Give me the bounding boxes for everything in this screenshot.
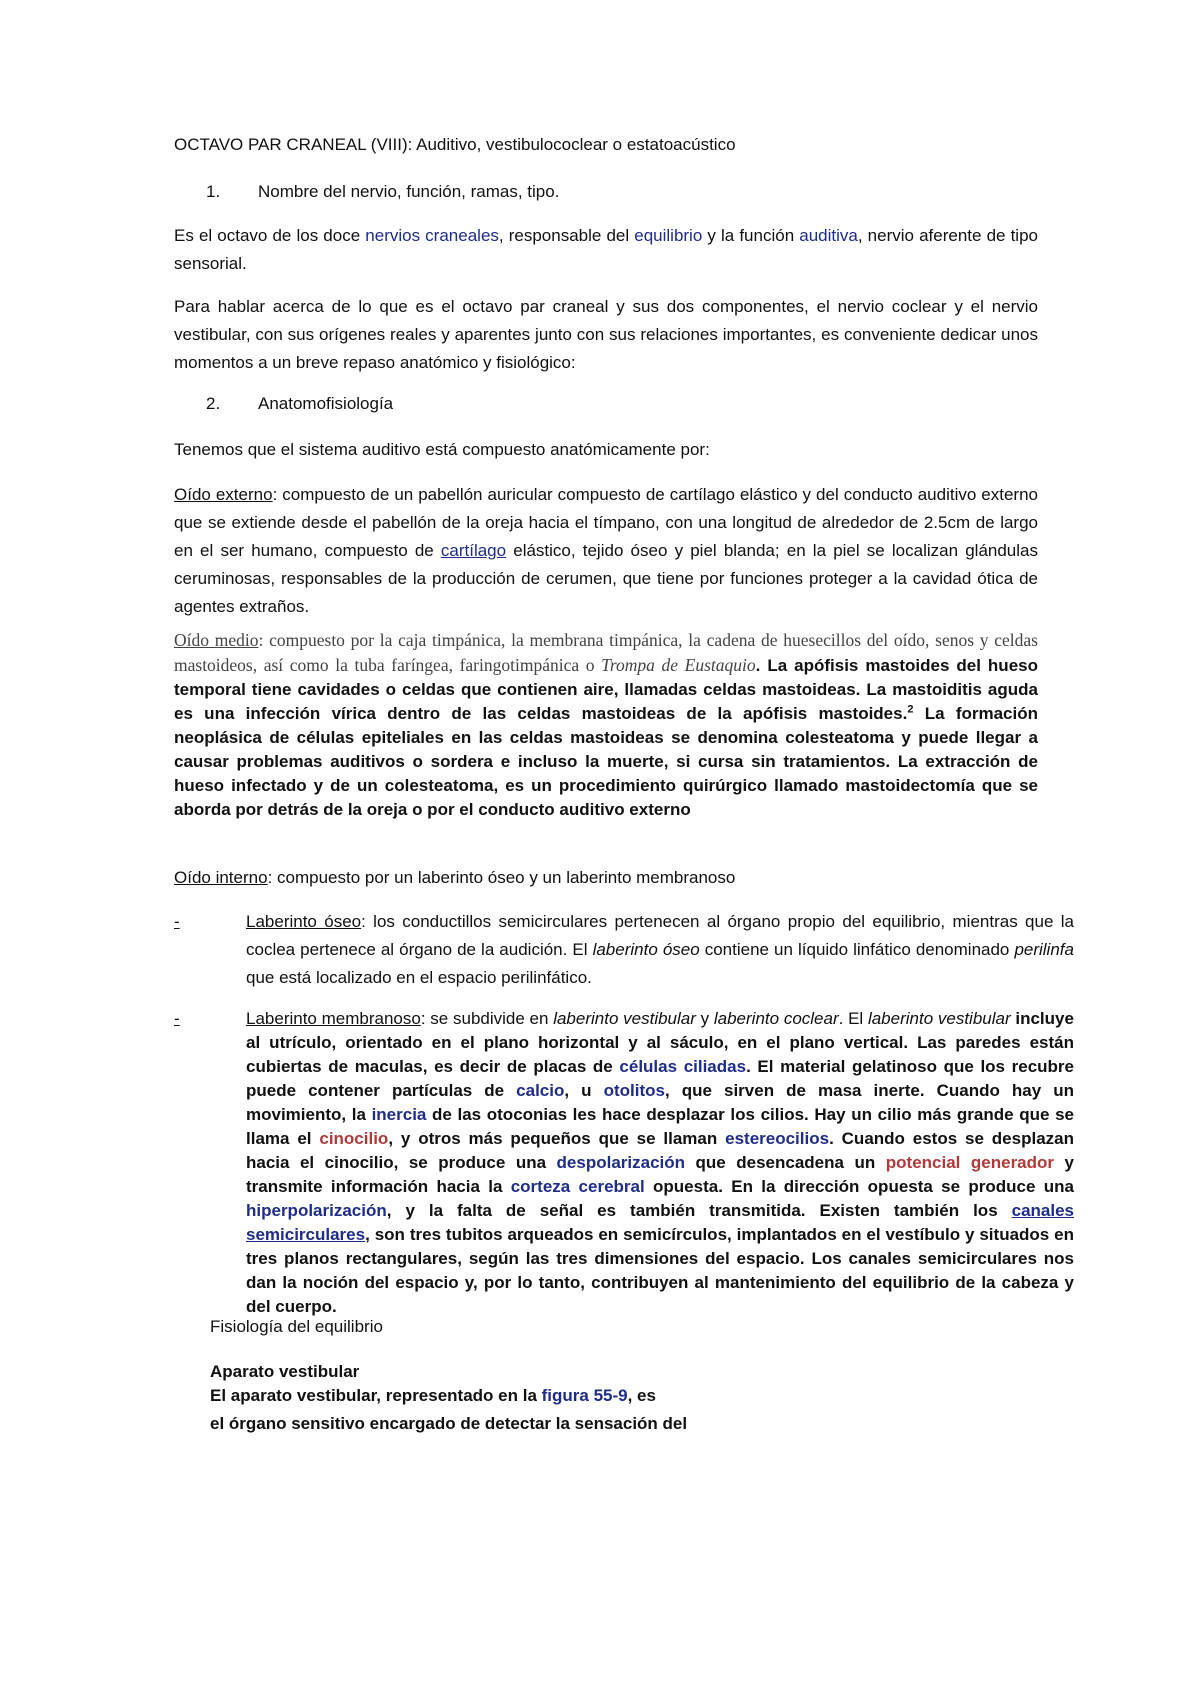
link-calcio[interactable]: calcio — [516, 1081, 565, 1100]
text: , u — [564, 1081, 604, 1100]
text: laberinto óseo — [592, 940, 700, 959]
text: el órgano sensitivo encargado de detectar la sensación del — [210, 1414, 688, 1433]
list-item-laberinto-membranoso — [174, 1007, 1075, 1319]
link-potencial-generador[interactable]: potencial generador — [885, 1153, 1055, 1172]
link-canales-semicirculares[interactable]: canales semicirculares — [246, 1201, 1074, 1244]
text: y — [695, 1009, 714, 1028]
text: perilinfa — [1014, 940, 1074, 959]
paragraph-aparato-vestibular — [210, 1382, 1038, 1438]
text: opuesta. En la dirección opuesta se produce una — [644, 1177, 1074, 1196]
text: y transmite información hacia la — [246, 1153, 1074, 1196]
term-oido-interno: Oído interno — [174, 868, 268, 887]
link-cartilago[interactable]: cartílago — [440, 541, 507, 560]
heading-fisiologia-equilibrio: Fisiología del equilibrio — [210, 1317, 383, 1336]
text: y la función — [702, 226, 800, 245]
link-corteza-cerebral[interactable]: corteza cerebral — [510, 1177, 645, 1196]
text: . Cuando estos se desplazan hacia el cinocilio, se produce una — [246, 1129, 1074, 1172]
section-title: Anatomofisiología — [258, 394, 394, 413]
text: : compuesto por la caja timpánica, la membrana timpánica, la cadena de huesecillos del oído, senos y celdas mastoideos, así como la tuba faríngea, faringotimpánica o — [174, 630, 1038, 675]
text: . El — [838, 1009, 868, 1028]
text: laberinto coclear — [713, 1009, 839, 1028]
text: de las otoconias les hace desplazar los cilios. Hay un cilio más grande que se llama el — [246, 1105, 1074, 1148]
footnote-marker: 2 — [907, 703, 914, 716]
text: Es el octavo de los doce — [174, 226, 366, 245]
link-hiperpolarizacion[interactable]: hiperpolarización — [246, 1201, 387, 1220]
link-inercia[interactable]: inercia — [371, 1105, 427, 1124]
paragraph-oido-interno — [174, 864, 1038, 892]
term-oido-medio: Oído medio — [174, 630, 259, 650]
text: , y otros más pequeños que se llaman — [388, 1129, 726, 1148]
paragraph-oido-externo — [174, 481, 1038, 621]
text: contiene un líquido linfático denominado — [699, 940, 1015, 959]
text: laberinto vestibular — [553, 1009, 696, 1028]
section-title: Nombre del nervio, función, ramas, tipo. — [258, 182, 560, 201]
text: , son tres tubitos arqueados en semicírculos, implantados en el vestíbulo y situados en tres planos rectangulares, según las tres dimensiones del espacio. Los canales semicirculares nos dan la noción del espacio y, por lo tanto, contribuyen al mantenimiento del equilibrio de la cabeza y del cuerpo. — [246, 1225, 1074, 1316]
section-number: 1. — [206, 182, 221, 201]
term-trompa-eustaquio: Trompa de Eustaquio — [601, 655, 756, 675]
link-cinocilio[interactable]: cinocilio — [319, 1129, 389, 1148]
text: , que sirven de masa inerte. Cuando hay un movimiento, la — [246, 1081, 1074, 1124]
text: : compuesto de un pabellón auricular compuesto de cartílago elástico y del conducto auditivo externo que se extiende desde el pabellón de la oreja hacia el tímpano, con una longitud de alrededor de 2.5cm de largo en el ser humano, compuesto de — [174, 485, 1038, 560]
text: , responsable del — [498, 226, 635, 245]
link-auditiva[interactable]: auditiva — [799, 226, 858, 245]
text: , nervio aferente de tipo sensorial. — [174, 226, 1038, 273]
link-celulas-ciliadas[interactable]: células ciliadas — [619, 1057, 747, 1076]
text: : se subdivide en — [420, 1009, 554, 1028]
heading-aparato-vestibular: Aparato vestibular — [210, 1362, 360, 1381]
text: : compuesto por un laberinto óseo y un laberinto membranoso — [267, 868, 736, 887]
section-1-heading — [206, 178, 1038, 206]
document-title: OCTAVO PAR CRANEAL (VIII): Auditivo, vestibulococlear o estatoacústico — [174, 135, 736, 154]
link-estereocilios[interactable]: estereocilios — [725, 1129, 830, 1148]
paragraph-oido-medio — [174, 628, 1038, 822]
list-dash: - — [174, 912, 180, 931]
paragraph-intro — [174, 222, 1038, 278]
text: incluye al utrículo, orientado en el plano horizontal y al sáculo, en el plano vertical. Las paredes están cubiertas de maculas, es decir de placas de — [246, 1009, 1074, 1076]
link-equilibrio[interactable]: equilibrio — [634, 226, 703, 245]
link-otolitos[interactable]: otolitos — [603, 1081, 665, 1100]
section-2-heading — [206, 390, 1038, 418]
text: laberinto vestibular — [867, 1009, 1011, 1028]
list-dash: - — [174, 1009, 180, 1028]
text: . La apófisis mastoides del hueso temporal tiene cavidades o celdas que contienen aire, llamadas celdas mastoideas. La mastoiditis aguda es una infección vírica dentro de las celdas mastoideas de la apófisis mastoides. — [174, 656, 1038, 723]
text: El aparato vestibular, representado en la — [210, 1386, 542, 1405]
term-oido-externo: Oído externo — [174, 485, 273, 504]
term-laberinto-oseo: Laberinto óseo — [246, 912, 362, 931]
text: elástico, tejido óseo y piel blanda; en la piel se localizan glándulas ceruminosas, responsables de la producción de cerumen, que tiene por funciones proteger a la cavidad ótica de agentes extraños. — [174, 541, 1038, 616]
text: que está localizado en el espacio perilinfático. — [246, 968, 592, 987]
link-figura[interactable]: figura 55-9 — [541, 1386, 628, 1405]
text: , es — [627, 1386, 656, 1405]
text: . El material gelatinoso que los recubre puede contener partículas de — [246, 1057, 1075, 1100]
text: : los conductillos semicirculares pertenecen al órgano propio del equilibrio, mientras que la coclea pertenece al órgano de la audición. El — [246, 912, 1074, 959]
term-laberinto-membranoso: Laberinto membranoso — [246, 1009, 421, 1028]
link-despolarizacion[interactable]: despolarización — [556, 1153, 686, 1172]
link-nervios-craneales[interactable]: nervios craneales — [365, 226, 499, 245]
text: , y la falta de señal es también transmitida. Existen también los — [386, 1201, 1012, 1220]
text: La formación neoplásica de células epiteliales en las celdas mastoideas se denomina colesteatoma y puede llegar a causar problemas auditivos o sordera e incluso la muerte, si cursa sin tratamientos. La extracción de hueso infectado y de un colesteatoma, es un procedimiento quirúrgico llamado mastoidectomía que se aborda por detrás de la oreja o por el conducto auditivo externo — [174, 704, 1038, 819]
list-item-laberinto-oseo — [174, 908, 1074, 992]
paragraph-system-intro: Tenemos que el sistema auditivo está compuesto anatómicamente por: — [174, 440, 710, 459]
paragraph-overview: Para hablar acerca de lo que es el octavo par craneal y sus dos componentes, el nervio coclear y el nervio vestibular, con sus orígenes reales y aparentes junto con sus relaciones importantes, es conveniente dedicar unos momentos a un breve repaso anatómico y fisiológico: — [174, 297, 1038, 372]
text: que desencadena un — [685, 1153, 886, 1172]
section-number: 2. — [206, 394, 221, 413]
